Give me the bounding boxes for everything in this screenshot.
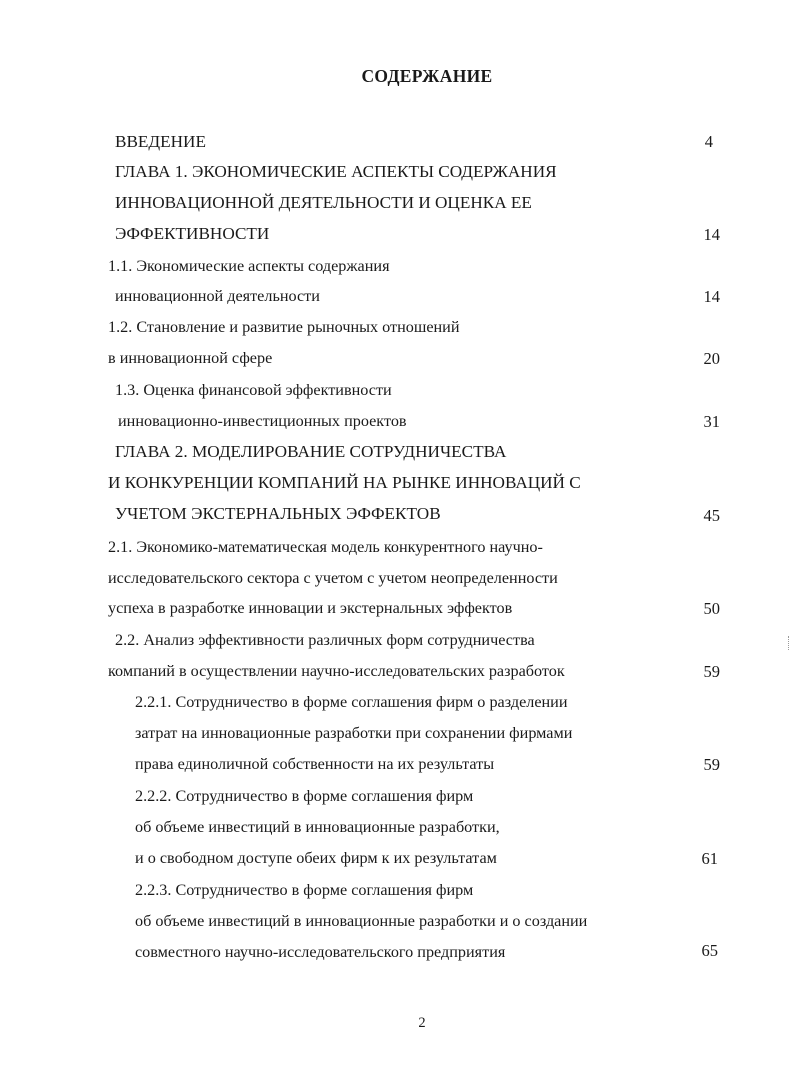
toc-entry-page: 14: [703, 225, 720, 244]
toc-entry-page: 45: [703, 506, 720, 525]
toc-entry-text: об объеме инвестиций в инновационные разработки и о создании: [135, 912, 588, 930]
toc-entry-text: затрат на инновационные разработки при сохранении фирмами: [135, 724, 573, 742]
toc-entry-text: 1.2. Становление и развитие рыночных отношений: [108, 318, 460, 336]
toc-entry-text: исследовательского сектора с учетом с учетом неопределенности: [108, 569, 558, 587]
scan-artifact: [788, 636, 791, 650]
toc-entry-text: УЧЕТОМ ЭКСТЕРНАЛЬНЫХ ЭФФЕКТОВ: [115, 504, 441, 523]
toc-entry-text: ГЛАВА 1. ЭКОНОМИЧЕСКИЕ АСПЕКТЫ СОДЕРЖАНИЯ: [115, 162, 557, 181]
toc-entry-text: 2.2.2. Сотрудничество в форме соглашения фирм: [135, 787, 474, 805]
toc-entry-text: 2.2.3. Сотрудничество в форме соглашения фирм: [135, 881, 474, 899]
toc-entry-text: права единоличной собственности на их результаты: [135, 755, 495, 773]
toc-entry-text: ГЛАВА 2. МОДЕЛИРОВАНИЕ СОТРУДНИЧЕСТВА: [115, 442, 507, 461]
toc-entry-text: и о свободном доступе обеих фирм к их результатам: [135, 849, 497, 867]
toc-entry-page: 50: [703, 599, 720, 618]
toc-entry-text: об объеме инвестиций в инновационные разработки,: [135, 818, 500, 836]
toc-entry-text: инновационной деятельности: [115, 287, 320, 305]
toc-entry-text: 2.1. Экономико-математическая модель конкурентного научно-: [108, 538, 543, 556]
toc-entry-page: 59: [703, 662, 720, 681]
toc-entry-page: 61: [701, 849, 718, 868]
toc-entry-text: 2.2.1. Сотрудничество в форме соглашения фирм о разделении: [135, 693, 568, 711]
toc-entry-text: ИННОВАЦИОННОЙ ДЕЯТЕЛЬНОСТИ И ОЦЕНКА ЕЕ: [115, 193, 532, 212]
toc-entry-text: совместного научно-исследовательского предприятия: [135, 943, 506, 961]
toc-entry-page: 4: [704, 132, 713, 151]
page-number: 2: [418, 1015, 426, 1031]
toc-entry-text: успеха в разработке инновации и экстернальных эффектов: [108, 599, 513, 617]
toc-entry-text: ВВЕДЕНИЕ: [115, 132, 206, 151]
toc-entry-text: компаний в осуществлении научно-исследовательских разработок: [108, 662, 565, 680]
toc-entry-text: ЭФФЕКТИВНОСТИ: [115, 224, 270, 243]
toc-entry-text: 1.1. Экономические аспекты содержания: [108, 257, 390, 275]
toc-entry-page: 20: [703, 349, 720, 368]
page-title: СОДЕРЖАНИЕ: [361, 66, 493, 86]
toc-entry-text: 2.2. Анализ эффективности различных форм сотрудничества: [115, 631, 535, 649]
toc-entry-page: 14: [703, 287, 720, 306]
toc-entry-page: 65: [701, 941, 718, 960]
toc-entry-text: инновационно-инвестиционных проектов: [118, 412, 407, 430]
toc-entry-page: 59: [703, 755, 720, 774]
toc-entry-text: 1.3. Оценка финансовой эффективности: [115, 381, 392, 399]
toc-entry-text: И КОНКУРЕНЦИИ КОМПАНИЙ НА РЫНКЕ ИННОВАЦИЙ С: [108, 473, 581, 492]
toc-entry-text: в инновационной сфере: [108, 349, 273, 367]
toc-entry-page: 31: [703, 412, 720, 431]
